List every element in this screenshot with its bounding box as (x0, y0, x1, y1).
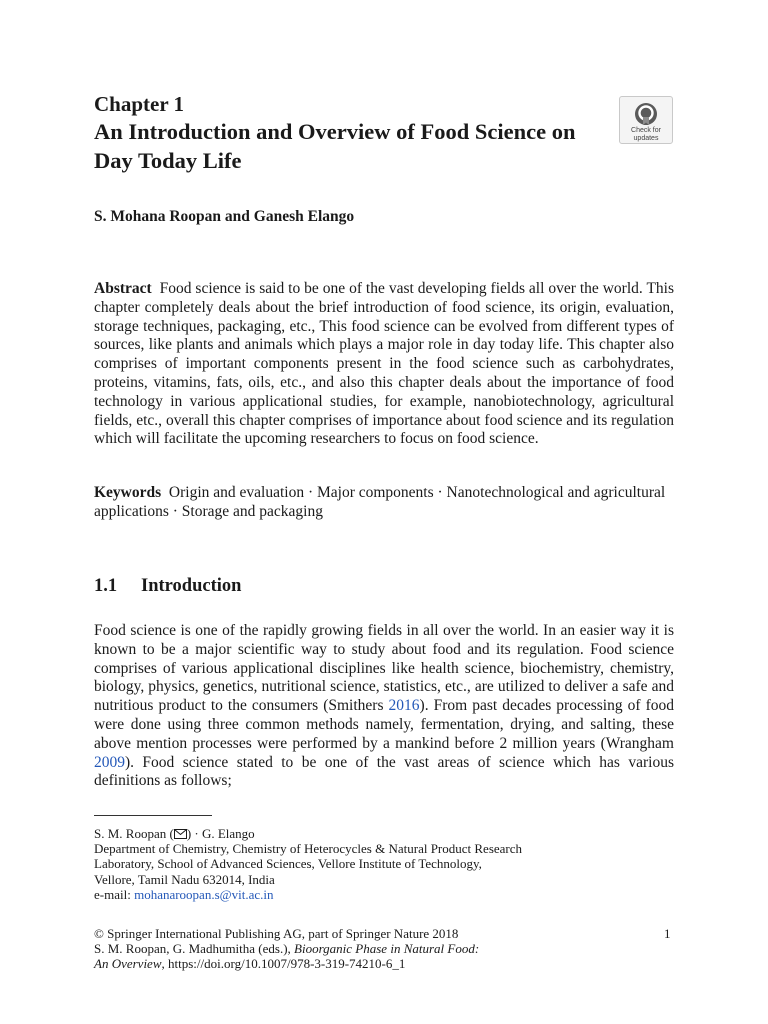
section-heading (94, 576, 241, 597)
abstract-text: Food science is said to be one of the vast developing fields all over the world. This chapter completely deals about the brief introduction of food science, its origin, evaluation, storage techniques, packaging, etc., This food science can be evolved from different types of sources, like plants and animals which plays a major role in day today life. This chapter also comprises of important components present in the food science such as carbohydrates, proteins, vitamins, fats, oils, etc., and also this chapter deals about the importance of food technology in various applicational studies, for example, nanobiotechnology, agricultural fields, etc., overall this chapter comprises of importance about food science and its regulation which will facilitate the upcoming researchers to focus on food science. (94, 280, 675, 448)
footnote-affiliation-3: Vellore, Tamil Nadu 632014, India (94, 871, 275, 887)
section-number: 1.1 (94, 576, 118, 596)
section-title: Introduction (141, 576, 242, 596)
keywords-heading: Keywords (94, 484, 162, 501)
chapter-title: An Introduction and Overview of Food Science on Day Today Life (94, 119, 576, 173)
footnote-authors-post: ) · G. Elango (186, 826, 255, 841)
footnote-divider (94, 815, 212, 816)
abstract (94, 280, 674, 449)
email-label: e-mail: (94, 886, 135, 902)
citation-line-1 (94, 941, 674, 956)
footnote-authors-pre: S. M. Roopan ( (94, 826, 174, 841)
badge-text-1: Check for (631, 127, 661, 134)
doi-link[interactable]: , https://doi.org/10.1007/978-3-319-74210-6_1 (161, 956, 406, 972)
citation-smithers-2016[interactable]: 2016 (388, 697, 420, 715)
intro-paragraph (94, 622, 674, 791)
chapter-label: Chapter 1 (94, 92, 185, 116)
footnote-affiliation-2: Laboratory, School of Advanced Sciences, Vellore Institute of Technology, (94, 856, 482, 872)
footnote-email (94, 887, 674, 902)
envelope-icon (174, 829, 187, 839)
intro-text-2: ). From past decades processing of food were done using three common methods namely, fermentation, drying, and salting, these above mention processes were performed by a mankind before 2 million years (Wrangham (94, 697, 674, 752)
authors: S. Mohana Roopan and Ganesh Elango (94, 208, 355, 225)
email-link[interactable]: mohanaroopan.s@vit.ac.in (134, 886, 274, 902)
author-footnote (94, 826, 674, 902)
crossmark-icon (633, 101, 659, 127)
book-title-2: An Overview (94, 956, 162, 972)
intro-text-1: Food science is one of the rapidly growing fields in all over the world. In an easier way it is known to be a major scientific way to study about food and its regulation. Food science comprises of various applicational disciplines like health science, biochemistry, chemistry, biology, physics, genetics, nutritional science, statistics, etc., are utilized to deliver a safe and nutritious product to the consumers (Smithers (94, 622, 674, 715)
book-title-1: Bioorganic Phase in Natural Food: (294, 941, 480, 957)
footnote-affiliation-1: Department of Chemistry, Chemistry of Heterocycles & Natural Product Research (94, 841, 523, 857)
intro-text-3: ). Food science stated to be one of the vast areas of science which has various definitions as follows; (94, 753, 674, 790)
citation-wrangham-2009[interactable]: 2009 (94, 753, 125, 771)
abstract-heading: Abstract (94, 280, 152, 297)
copyright-line: © Springer International Publishing AG, part of Springer Nature 2018 (94, 926, 459, 941)
keywords-text: Origin and evaluation · Major components · Nanotechnological and agricultural applications · Storage and packaging (94, 484, 666, 520)
badge-text-2: updates (633, 134, 659, 142)
editors: S. M. Roopan, G. Madhumitha (eds.), (94, 941, 295, 957)
page-number: 1 (664, 926, 671, 941)
footnote-authors (94, 826, 674, 841)
citation-line-2 (94, 956, 674, 971)
keywords (94, 484, 674, 522)
copyright-block (94, 926, 674, 972)
check-for-updates-badge[interactable] (619, 96, 673, 144)
